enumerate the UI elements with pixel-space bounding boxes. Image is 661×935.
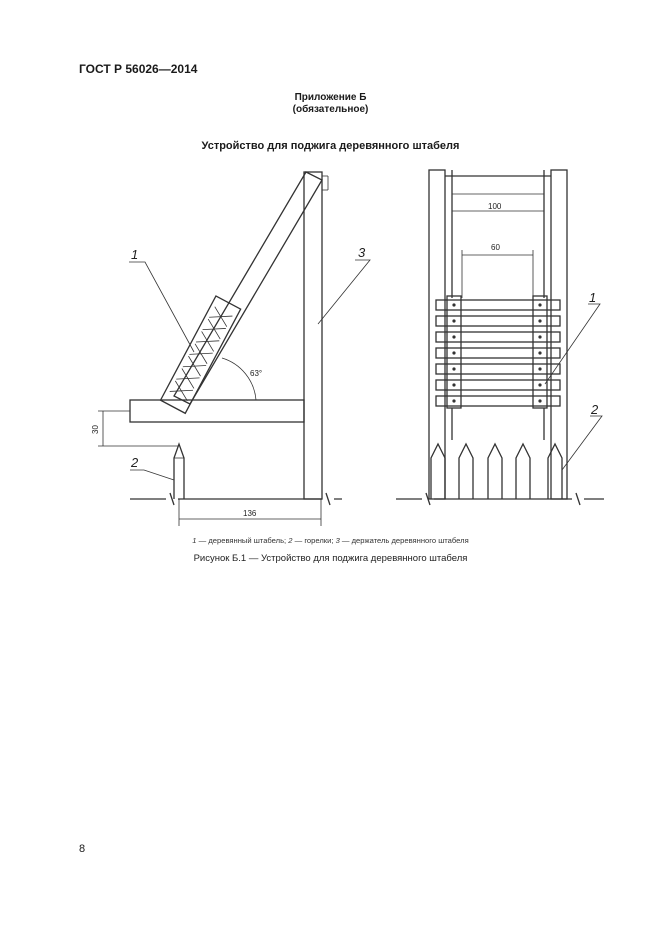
- length-label: 136: [243, 509, 257, 518]
- label-1-right: 1: [589, 290, 597, 305]
- side-view: [91, 172, 370, 526]
- angle-label: 63°: [250, 369, 263, 378]
- figure-title: Устройство для поджига деревянного штабеля: [201, 140, 460, 152]
- burner-side: [174, 444, 184, 499]
- legend-num-1: 1: [192, 536, 197, 545]
- page-number: 8: [79, 843, 86, 855]
- front-post-right: [551, 170, 567, 499]
- height-dimension: [98, 411, 178, 446]
- appendix-title: Приложение Б: [294, 92, 367, 103]
- label-1-left: 1: [131, 247, 139, 262]
- document-header: ГОСТ Р 56026—2014: [79, 62, 198, 76]
- angle-arc: [222, 358, 256, 400]
- label-2-right: 2: [591, 402, 599, 417]
- burners-front: [431, 444, 562, 499]
- appendix-note: (обязательное): [292, 104, 369, 115]
- front-post-left: [429, 170, 445, 499]
- inner-width-dimension: [462, 250, 533, 298]
- outer-width-label: 100: [488, 202, 502, 211]
- height-label: 30: [91, 425, 100, 434]
- horizontal-beam: [130, 400, 304, 422]
- legend-num-2: 2: [288, 536, 293, 545]
- figure-legend: [0, 536, 661, 545]
- wood-stack-front: [436, 296, 560, 408]
- leader-1-left: [129, 262, 194, 352]
- label-2-left: 2: [131, 455, 139, 470]
- legend-num-3: 3: [335, 536, 340, 545]
- leader-3: [318, 260, 370, 324]
- wood-stack-side: [161, 296, 241, 413]
- holder-post: [304, 172, 322, 499]
- ground-line-right: [396, 493, 604, 505]
- figure-caption: Рисунок Б.1 — Устройство для поджига деревянного штабеля: [193, 553, 468, 564]
- legend-text-2: — горелки;: [292, 536, 336, 545]
- front-view: [396, 170, 604, 505]
- legend-text-3: — держатель деревянного штабеля: [339, 536, 469, 545]
- label-3: 3: [358, 245, 366, 260]
- leader-2-left: [130, 470, 174, 480]
- leader-2-right: [562, 416, 602, 470]
- inner-width-label: 60: [491, 243, 500, 252]
- legend-text-1: — деревянный штабель;: [196, 536, 289, 545]
